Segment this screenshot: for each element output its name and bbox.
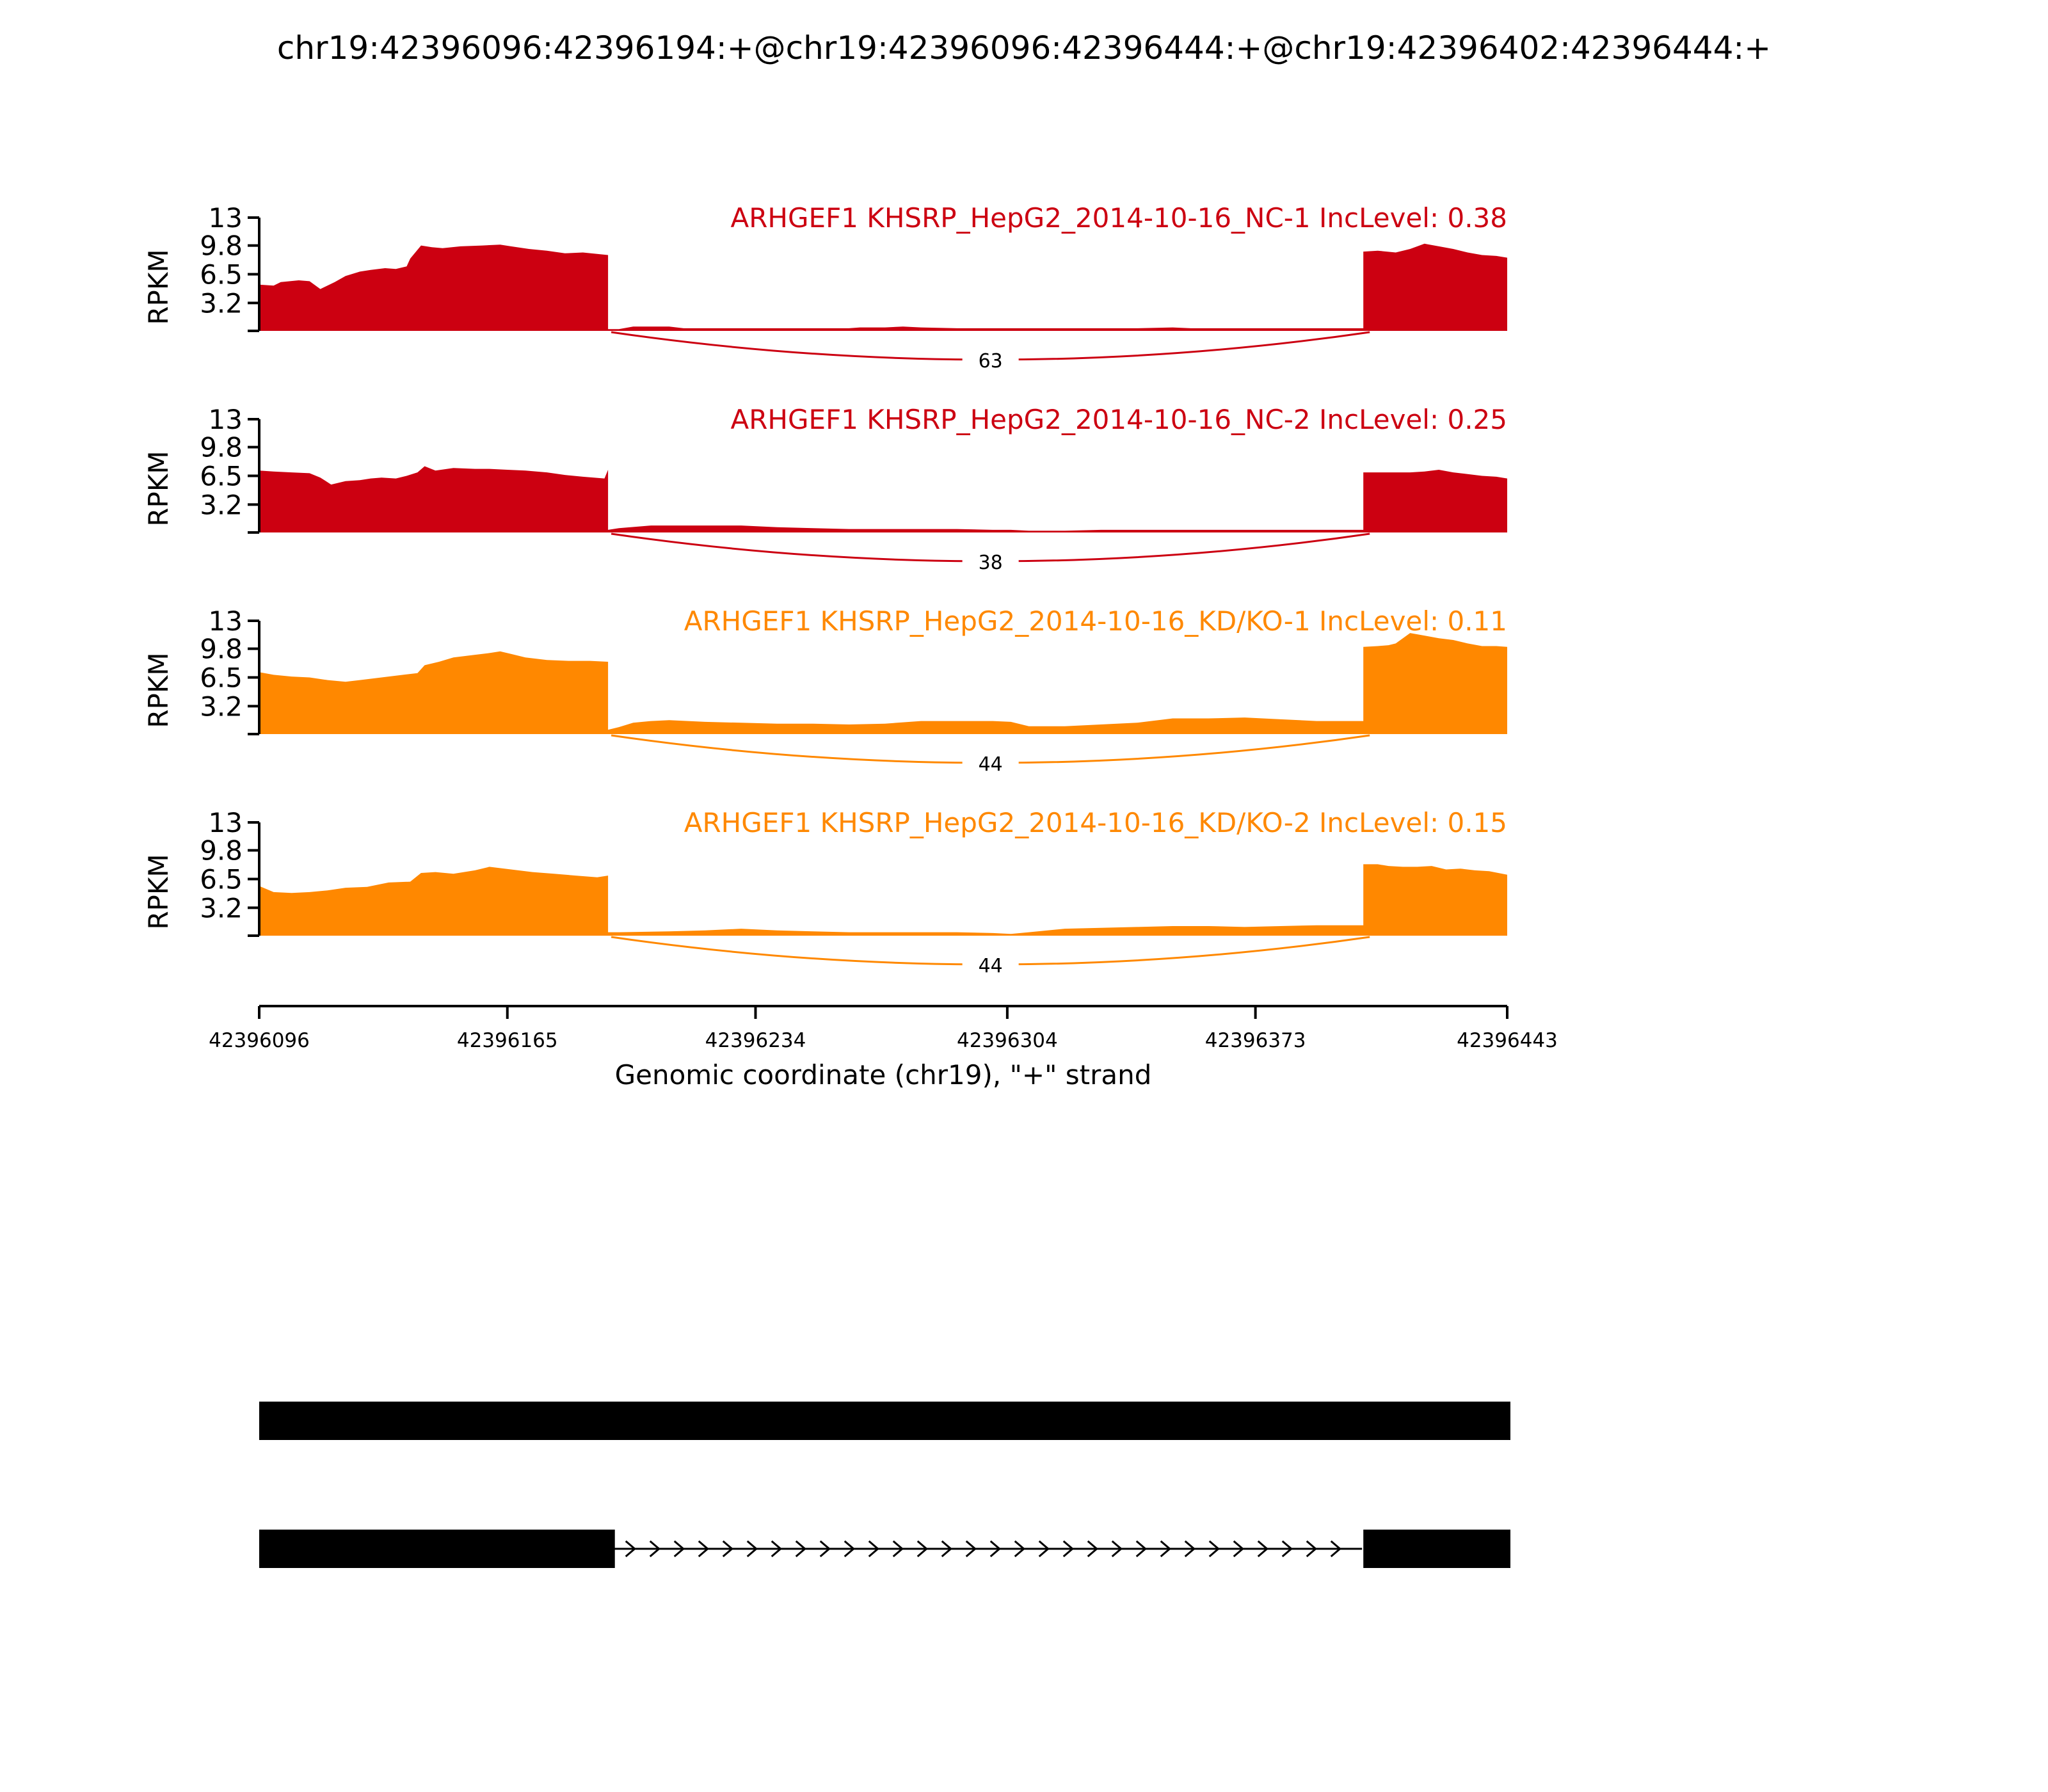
x-tick-label: 42396096 [209,1029,310,1052]
y-tick-label: 6.5 [200,662,243,694]
x-tick-label: 42396234 [705,1029,806,1052]
y-tick-label: 9.8 [200,835,243,867]
y-axis-label: RPKM [143,249,174,325]
sample-label: ARHGEF1 KHSRP_HepG2_2014-10-16_KD/KO-1 IncLevel: 0.11 [684,605,1507,637]
y-tick-label: 9.8 [200,633,243,665]
x-tick-label: 42396165 [456,1029,558,1052]
x-tick-label: 42396373 [1204,1029,1306,1052]
exon-block [259,1402,1510,1440]
isoform-1 [259,1402,1510,1440]
y-tick-label: 13 [208,404,243,435]
y-tick-label: 6.5 [200,460,243,492]
exon-block [1363,1530,1510,1568]
y-tick-label: 3.2 [200,892,243,924]
chart-title: chr19:42396096:42396194:+@chr19:42396096:42396444:+@chr19:42396402:42396444:+ [276,29,1772,67]
y-tick-label: 3.2 [200,287,243,319]
x-axis-label: Genomic coordinate (chr19), "+" strand [614,1059,1152,1091]
y-tick-label: 6.5 [200,863,243,895]
x-tick-label: 42396443 [1457,1029,1558,1052]
y-tick-label: 9.8 [200,230,243,262]
y-tick-label: 6.5 [200,259,243,291]
y-tick-label: 3.2 [200,489,243,521]
junction-count-label: 44 [978,753,1003,776]
y-tick-label: 13 [208,807,243,838]
y-tick-label: 3.2 [200,691,243,723]
sample-label: ARHGEF1 KHSRP_HepG2_2014-10-16_KD/KO-2 IncLevel: 0.15 [684,807,1507,838]
y-axis-label: RPKM [143,854,174,930]
junction-count-label: 63 [978,350,1003,372]
y-axis-label: RPKM [143,451,174,527]
sample-label: ARHGEF1 KHSRP_HepG2_2014-10-16_NC-1 IncLevel: 0.38 [730,202,1507,234]
y-tick-label: 13 [208,202,243,234]
junction-count-label: 44 [978,955,1003,977]
y-axis-label: RPKM [143,652,174,728]
sample-label: ARHGEF1 KHSRP_HepG2_2014-10-16_NC-2 IncLevel: 0.25 [730,404,1507,435]
exon-block [259,1530,615,1568]
y-tick-label: 9.8 [200,431,243,463]
junction-count-label: 38 [978,552,1003,574]
x-tick-label: 42396304 [956,1029,1058,1052]
y-tick-label: 13 [208,605,243,637]
